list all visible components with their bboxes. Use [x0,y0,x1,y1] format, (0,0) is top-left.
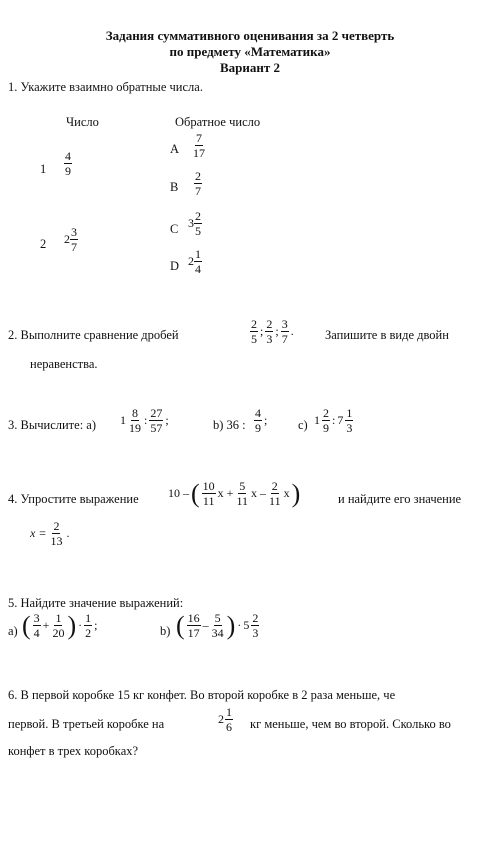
q1-row-2-fraction: 2 $\frac{3}{7}$ [64,225,77,254]
q4-tail: и найдите его значение [338,492,462,506]
q3-label: 3. Вычислите: a) [8,418,97,432]
q1-option-c-letter: C [170,222,179,236]
title-line-2: по предмету «Математика» [169,44,331,59]
q1-option-d-letter: D [170,259,180,273]
q3-part-c: 1 $\frac{2}{9}$ : 7 $\frac{1}{3}$ [314,406,353,435]
q1-option-b-letter: B [170,180,179,194]
q6-line-1: 6. В первой коробке 15 кг конфет. Во второй коробке в 2 раза меньше, че [8,688,396,702]
q6-mixed-number: 2 $\frac{1}{6}$ [218,705,232,734]
q3-part-a: 1 $\frac{8}{19}$ : $\frac{27}{57}$ ; [120,406,169,435]
q1-option-a-letter: A [170,142,180,156]
q1-col-inverse: Обратное число [175,115,261,129]
q3-part-b: $\frac{4}{9}$ ; [255,406,268,435]
q4-x-value: x = $\frac{2}{13}$ . [30,519,70,548]
q6-line-2a: первой. В третьей коробке на [8,717,165,731]
q1-option-a-fraction: $\frac{7}{17}$ [193,131,205,160]
title-line-3: Вариант 2 [219,60,281,75]
q5-part-b: ( $\frac{16}{17}$ – $\frac{5}{34}$ ) · 5 $\frac{2}{3}$ [176,610,259,640]
title-line-1: Задания суммативного оценивания за 2 четверть [105,28,395,43]
q1-col-number: Число [66,115,99,129]
q5-a-label: a) [8,624,18,638]
q1-row-1-index: 1 [40,162,47,176]
q6-line-3: конфет в трех коробках? [8,744,139,758]
q3-b-label: b) 36 : [213,418,246,432]
q1-option-b-fraction: $\frac{2}{7}$ [195,169,201,198]
q5-part-a: ( $\frac{3}{4}$ + $\frac{1}{20}$ ) · $\frac{1}{2}$ ; [22,610,98,640]
q6-line-2b: кг меньше, чем во второй. Сколько во [250,717,451,731]
q3-c-label: c) [298,418,308,432]
q2-text-c: неравенства. [30,357,98,371]
q2-text-a: 2. Выполните сравнение дробей [8,328,179,342]
q1-text: 1. Укажите взаимно обратные числа. [8,80,203,94]
q1-row-1-fraction: $\frac{4}{9}$ [65,149,71,178]
q1-option-d-fraction: 2 $\frac{1}{4}$ [188,247,201,276]
q2-text-b: Запишите в виде двойн [325,328,449,342]
q1-option-c-fraction: 3 $\frac{2}{5}$ [188,209,201,238]
q2-fractions: $\frac{2}{5}$ ; $\frac{2}{3}$ ; $\frac{3}{7}$ . [251,317,294,346]
q5-text: 5. Найдите значение выражений: [8,596,184,610]
q5-b-label: b) [160,624,171,638]
q1-row-2-index: 2 [40,237,47,251]
q4-label: 4. Упростите выражение [8,492,139,506]
q4-expression: 10 – ( $\frac{10}{11}$ x + $\frac{5}{11}$ x – $\frac{2}{11}$ x ) [168,478,301,508]
